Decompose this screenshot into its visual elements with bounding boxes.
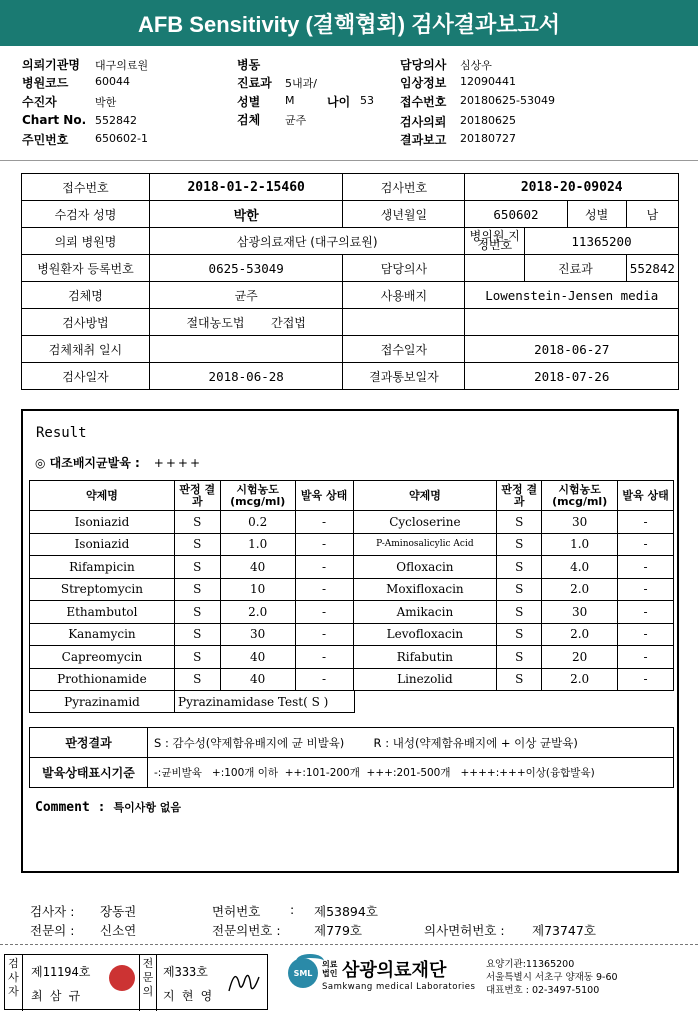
table-row [30,668,674,691]
age-value: 53 [360,94,374,107]
right-judge-cell: S [497,646,542,669]
right-growth-cell: - [618,601,674,624]
left-judge-cell: S [174,533,220,556]
right-judge-cell: S [497,533,542,556]
specimen-value: 균주 [285,114,307,127]
right-conc-cell: 30 [542,601,618,624]
right-judge-cell: S [497,511,542,534]
signature-icon [225,963,261,999]
doc-license-label: 의사면허번호 : [424,923,505,938]
left-drug-cell: Prothionamide [30,668,175,691]
left-growth-cell: - [295,556,353,579]
left-drug-cell: Kanamycin [30,623,175,646]
org-address [486,958,618,997]
specimen-info-table [21,173,679,390]
sml-logo-icon: SML [288,958,318,988]
request-value: 20180625 [460,114,516,127]
signature-box [4,954,268,1010]
left-conc-cell: 40 [220,646,295,669]
test-no-value: 2018-20-09024 [465,174,679,201]
doc-license-value: 제73747호 [532,923,596,938]
control-medium-label: ◎ 대조배지균발육 : [35,456,140,470]
table-row [30,556,674,579]
age-label: 나이 [327,95,351,109]
collect-value [149,336,342,363]
name-label: 수검자 성명 [22,201,150,228]
method-empty-cell-2 [465,309,679,336]
collect-label: 검체채취 일시 [22,336,150,363]
result-box [21,409,679,873]
drug-table-header [30,481,674,511]
specimen-label: 검체 [237,113,261,127]
method-label: 검사방법 [22,309,150,336]
footer [0,954,698,1016]
accept-value: 2018-06-27 [465,336,679,363]
reg-value: 0625-53049 [149,255,342,282]
patient-value: 박한 [95,96,117,109]
left-drug-cell: Rifampicin [30,556,175,579]
right-judge-cell: S [497,601,542,624]
tester-vertical-label: 검사자 [5,955,23,1011]
drug-table-body [30,511,674,691]
specialist-label: 전문의 : [30,923,75,938]
test-no-label: 검사번호 [343,174,465,201]
left-drug-cell: Ethambutol [30,601,175,624]
patient-label: 수진자 [22,95,57,109]
left-conc-cell: 30 [220,623,295,646]
dept-label-cell: 진료과 [525,255,627,282]
hospital-code-label: 병원코드 [22,76,69,90]
doctor-label-cell: 담당의사 [343,255,465,282]
right-judge-cell: S [497,623,542,646]
receipt-value: 20180625-53049 [460,94,555,107]
left-judge-cell: S [174,623,220,646]
legend-judge-values [148,728,674,758]
rrn-value: 650602-1 [95,132,148,145]
pyrazinamide-drug: Pyrazinamid [30,691,175,713]
header-drug: 약제명 [30,481,175,511]
left-growth-cell: - [295,533,353,556]
header-drug-2: 약제명 [353,481,497,511]
right-drug-cell: Amikacin [353,601,497,624]
media-label: 사용배지 [343,282,465,309]
dept-value-cell: 552842 [626,255,678,282]
right-conc-cell: 2.0 [542,578,618,601]
right-conc-cell: 2.0 [542,668,618,691]
license-sep: : [290,902,295,917]
table-row [30,578,674,601]
tester-value: 장동권 [100,904,137,919]
left-drug-cell: Capreomycin [30,646,175,669]
left-drug-cell: Streptomycin [30,578,175,601]
dept-label: 진료과 [237,76,272,90]
sex-value: M [285,94,295,107]
right-growth-cell: - [618,533,674,556]
right-judge-cell: S [497,578,542,601]
header-judge: 판정 결과 [174,481,220,511]
left-drug-cell: Isoniazid [30,533,175,556]
left-growth-cell: - [295,668,353,691]
right-judge-cell: S [497,556,542,579]
left-judge-cell: S [174,556,220,579]
comment-label: Comment : [35,800,106,815]
designated-label: 병의원 지정번호 [465,228,525,255]
media-value: Lowenstein-Jensen media [465,282,679,309]
doctor-label: 담당의사 [400,58,447,72]
right-conc-cell: 1.0 [542,533,618,556]
header-growth-2: 발육 상태 [618,481,674,511]
comment-value: 특이사항 없음 [113,801,182,814]
reg-label: 병원환자 등록번호 [22,255,150,282]
notify-value: 2018-07-26 [465,363,679,390]
method-indirect: 간접법 [271,315,306,330]
license-label: 면허번호 [212,904,261,919]
tester-name: 최 삼 규 [31,989,81,1003]
license-value: 제53894호 [314,904,378,919]
spec-no-label: 전문의번호 : [212,923,281,938]
name-value: 박한 [149,201,342,228]
rrn-label: 주민번호 [22,133,69,147]
report-value: 20180727 [460,132,516,145]
org-name: 삼광의료재단 [342,960,447,981]
accept-label: 접수일자 [343,336,465,363]
left-conc-cell: 0.2 [220,511,295,534]
org-street: 서울특별시 서초구 양재동 9-60 [486,972,618,983]
institution-value: 대구의료원 [95,59,149,72]
left-growth-cell: - [295,601,353,624]
footer-divider [0,944,698,945]
report-header [0,52,698,148]
left-conc-cell: 40 [220,668,295,691]
right-drug-cell: P-Aminosalicylic Acid [353,533,497,556]
specialist-vertical-label: 전문의 [139,955,157,1011]
test-date-label: 검사일자 [22,363,150,390]
specimen-value-cell: 균주 [149,282,342,309]
spec-no-value: 제779호 [314,923,363,938]
notify-label: 결과통보일자 [343,363,465,390]
legend-growth-values: -:균비발육 +:100개 이하 ++:101-200개 +++:201-500개 ++++:+++이상(융합발육) [148,758,674,788]
method-empty-cell [343,309,465,336]
left-growth-cell: - [295,511,353,534]
tester-label: 검사자 : [30,904,75,919]
left-conc-cell: 2.0 [220,601,295,624]
left-judge-cell: S [174,601,220,624]
left-judge-cell: S [174,578,220,601]
report-label: 결과보고 [400,133,447,147]
right-drug-cell: Linezolid [353,668,497,691]
right-drug-cell: Ofloxacin [353,556,497,579]
right-judge-cell: S [497,668,542,691]
specimen-label-cell: 검체명 [22,282,150,309]
method-value [149,309,342,336]
left-judge-cell: S [174,668,220,691]
legend-judge-s: S : 감수성(약제함유배지에 균 비발육) [154,735,345,750]
right-growth-cell: - [618,646,674,669]
request-label: 검사의뢰 [400,115,447,129]
right-drug-cell: Levofloxacin [353,623,497,646]
specialist-license-no: 제333호 [163,965,208,979]
receipt-label: 접수번호 [400,95,447,109]
right-conc-cell: 30 [542,511,618,534]
legend-judge-r: R : 내성(약제함유배지에 + 이상 균발육) [373,735,578,750]
clinical-label: 임상정보 [400,76,447,90]
pyrazinamide-test: Pyrazinamidase Test( S ) [175,691,355,713]
sex-label-cell: 성별 [567,201,626,228]
org-code: 요양기관:11365200 [486,959,575,970]
right-conc-cell: 2.0 [542,623,618,646]
header-judge-2: 판정 결과 [497,481,542,511]
sex-value-cell: 남 [626,201,678,228]
control-medium-growth [35,454,202,471]
specialist-name: 지 현 영 [163,989,213,1003]
doctor-value: 심상우 [460,59,492,72]
receipt-no-value: 2018-01-2-15460 [149,174,342,201]
dob-label: 생년월일 [343,201,465,228]
table-row [30,623,674,646]
left-conc-cell: 1.0 [220,533,295,556]
right-drug-cell: Rifabutin [353,646,497,669]
legend-judge-label: 판정결과 [30,728,148,758]
right-growth-cell: - [618,668,674,691]
right-conc-cell: 20 [542,646,618,669]
left-growth-cell: - [295,646,353,669]
method-absolute: 절대농도법 [186,315,245,330]
designated-value: 11365200 [525,228,679,255]
table-row [30,533,674,556]
right-conc-cell: 4.0 [542,556,618,579]
comment [35,799,181,815]
left-judge-cell: S [174,511,220,534]
right-growth-cell: - [618,623,674,646]
table-row [30,511,674,534]
right-growth-cell: - [618,578,674,601]
right-growth-cell: - [618,556,674,579]
dept-value: 5내과/ [285,77,317,90]
left-conc-cell: 10 [220,578,295,601]
institution-label: 의뢰기관명 [22,58,80,72]
org-type: 의료법인 [322,960,338,978]
chart-label: Chart No. [22,113,87,127]
org-phone: 대표번호 : 02-3497-5100 [486,985,600,996]
hospital-label: 의뢰 병원명 [22,228,150,255]
specialist-value: 신소연 [100,923,137,938]
doctor-value-cell [465,255,525,282]
result-title: Result [36,425,87,441]
right-drug-cell: Moxifloxacin [353,578,497,601]
hospital-code-value: 60044 [95,75,130,88]
clinical-value: 12090441 [460,75,516,88]
header-conc: 시험농도 (mcg/ml) [220,481,295,511]
org-name-en: Samkwang medical Laboratories [322,982,476,992]
right-growth-cell: - [618,511,674,534]
table-row [30,601,674,624]
right-drug-cell: Cycloserine [353,511,497,534]
legend-growth-label: 발육상태표시기준 [30,758,148,788]
report-title: AFB Sensitivity (결핵협회) 검사결과보고서 [0,0,698,46]
control-medium-value: ++++ [153,456,202,470]
left-growth-cell: - [295,623,353,646]
header-conc-2: 시험농도 (mcg/ml) [542,481,618,511]
legend-table [29,727,674,788]
left-judge-cell: S [174,646,220,669]
left-drug-cell: Isoniazid [30,511,175,534]
pyrazinamide-row [29,690,355,713]
hospital-value: 삼광의료재단 (대구의료원) [149,228,465,255]
left-conc-cell: 40 [220,556,295,579]
drug-susceptibility-table [29,480,674,691]
header-growth: 발육 상태 [295,481,353,511]
tester-license-no: 제11194호 [31,965,91,979]
left-growth-cell: - [295,578,353,601]
test-date-value: 2018-06-28 [149,363,342,390]
sex-label: 성별 [237,95,261,109]
seal-stamp [109,965,135,991]
table-row [30,646,674,669]
chart-value: 552842 [95,114,137,127]
ward-label: 병동 [237,58,261,72]
dob-value: 650602 [465,201,567,228]
header-divider [0,160,698,161]
receipt-no-label: 접수번호 [22,174,150,201]
